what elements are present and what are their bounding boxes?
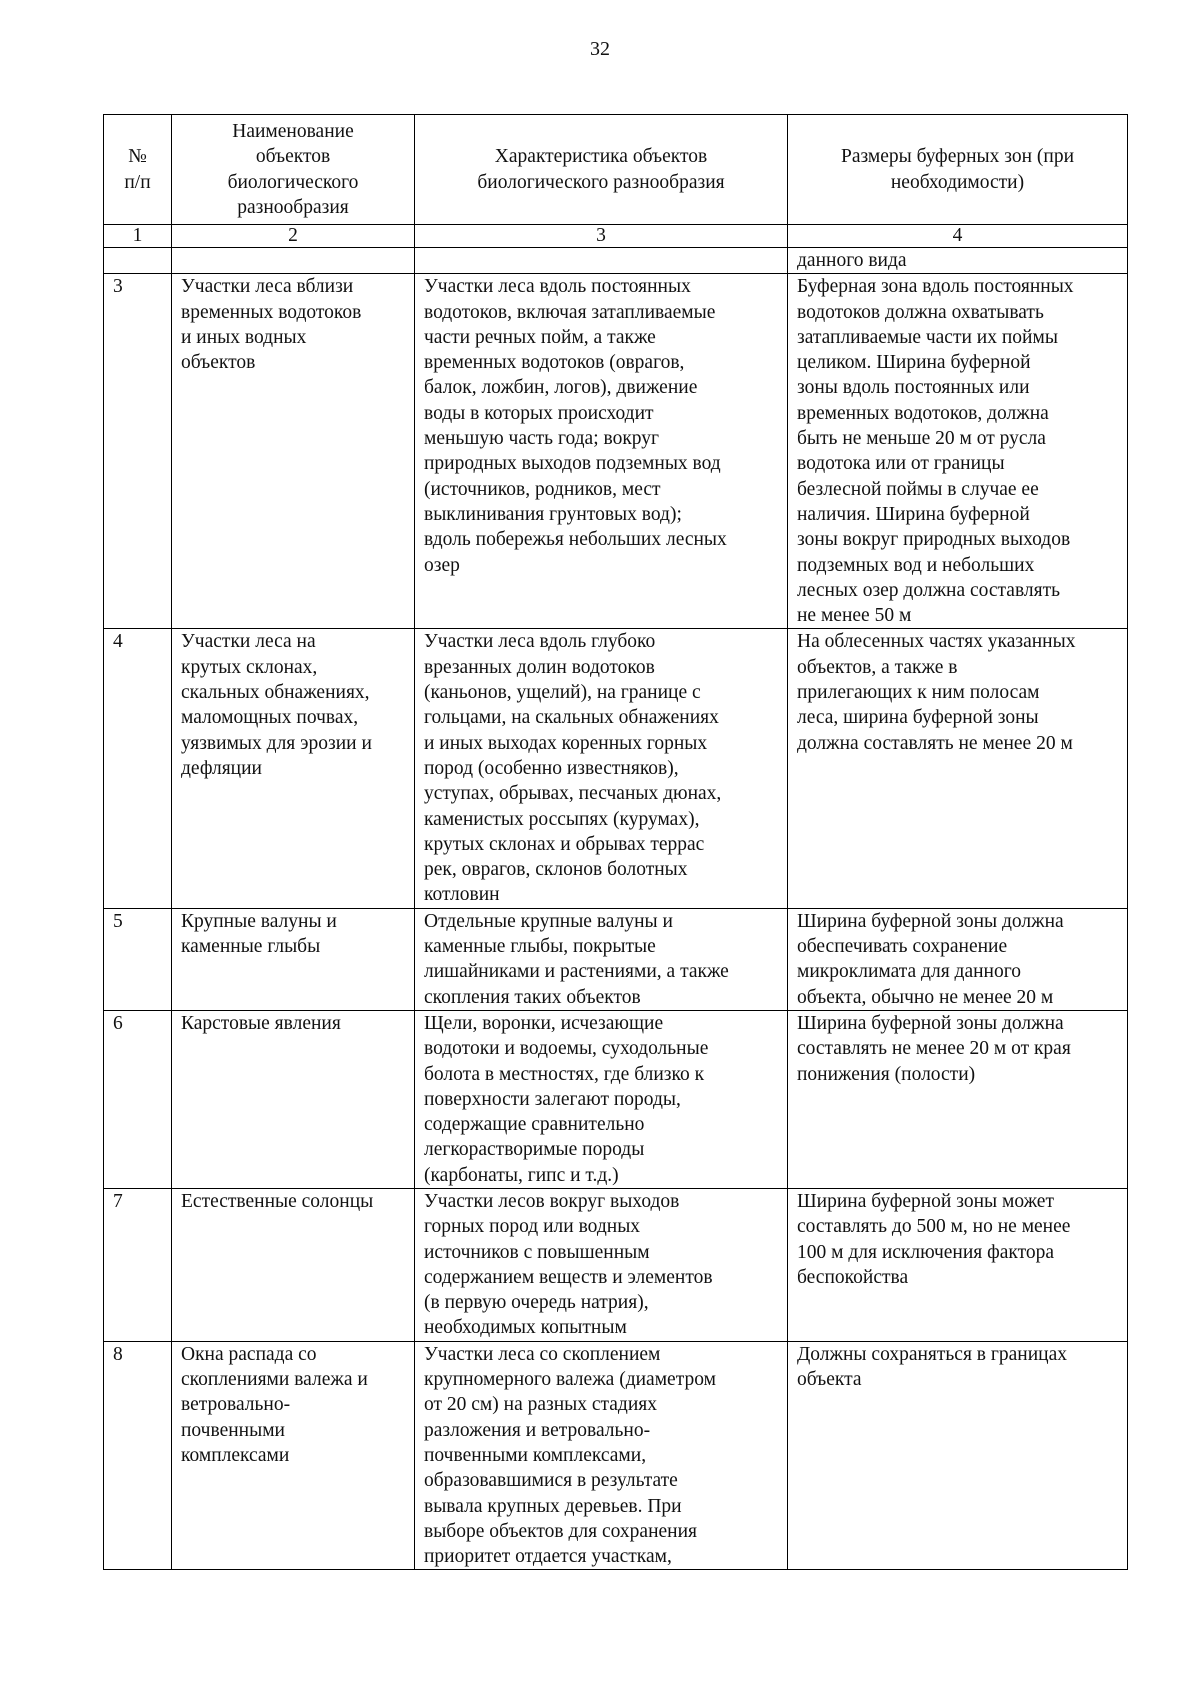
- buffer-size: Ширина буферной зоны должна обеспечивать сохранение микроклимата для данного объекта, обычно не менее 20 м: [788, 908, 1128, 1010]
- buffer-size: На облесенных частях указанных объектов, а также в прилегающих к ним полосам леса, ширина буферной зоны должна составлять не менее 20 м: [788, 629, 1128, 908]
- table-row: [104, 908, 1128, 1010]
- header-object-name: Наименование объектов биологического разнообразия: [172, 115, 415, 225]
- column-number-row: [104, 225, 1128, 248]
- table-row: [104, 629, 1128, 908]
- row-number: 8: [104, 1341, 172, 1570]
- object-characteristic: Щели, воронки, исчезающие водотоки и водоемы, суходольные болота в местностях, где близко к поверхности залегают породы, содержащие сравнительно легкорастворимые породы (карбонаты, гипс и т.д.): [415, 1010, 788, 1188]
- row-number: 3: [104, 274, 172, 629]
- header-number: № п/п: [104, 115, 172, 225]
- object-name: Участки леса на крутых склонах, скальных обнажениях, маломощных почвах, уязвимых для эрозии и дефляции: [172, 629, 415, 908]
- column-number: 3: [415, 225, 788, 248]
- table-row: [104, 1341, 1128, 1570]
- object-name: Карстовые явления: [172, 1010, 415, 1188]
- buffer-size: Ширина буферной зоны может составлять до 500 м, но не менее 100 м для исключения фактора беспокойства: [788, 1188, 1128, 1341]
- object-characteristic: Отдельные крупные валуны и каменные глыбы, покрытые лишайниками и растениями, а также скопления таких объектов: [415, 908, 788, 1010]
- object-name: Участки леса вблизи временных водотоков и иных водных объектов: [172, 274, 415, 629]
- object-name: Окна распада со скоплениями валежа и ветровально- почвенными комплексами: [172, 1341, 415, 1570]
- object-name: [172, 248, 415, 274]
- column-number: 1: [104, 225, 172, 248]
- object-characteristic: Участки леса со скоплением крупномерного валежа (диаметром от 20 см) на разных стадиях разложения и ветровально- почвенными комплексами, образовавшимися в результате вывала крупных деревьев. При выборе объектов для сохранения приоритет отдается участкам,: [415, 1341, 788, 1570]
- object-characteristic: [415, 248, 788, 274]
- row-number: 5: [104, 908, 172, 1010]
- header-buffer-size: Размеры буферных зон (при необходимости): [788, 115, 1128, 225]
- table-row: [104, 1010, 1128, 1188]
- object-characteristic: Участки леса вдоль глубоко врезанных долин водотоков (каньонов, ущелий), на границе с гольцами, на скальных обнажениях и иных выходах коренных горных пород (особенно известняков), уступах, обрывах, песчаных дюнах, каменистых россыпях (курумах), крутых склонах и обрывах террас рек, оврагов, склонов болотных котловин: [415, 629, 788, 908]
- buffer-size: Ширина буферной зоны должна составлять не менее 20 м от края понижения (полости): [788, 1010, 1128, 1188]
- page-number: 32: [590, 38, 610, 60]
- object-characteristic: Участки лесов вокруг выходов горных пород или водных источников с повышенным содержанием веществ и элементов (в первую очередь натрия), необходимых копытным: [415, 1188, 788, 1341]
- row-number: 7: [104, 1188, 172, 1341]
- row-number: 4: [104, 629, 172, 908]
- buffer-size: данного вида: [788, 248, 1128, 274]
- row-number: 6: [104, 1010, 172, 1188]
- object-name: Крупные валуны и каменные глыбы: [172, 908, 415, 1010]
- column-number: 2: [172, 225, 415, 248]
- table-row: [104, 248, 1128, 274]
- object-characteristic: Участки леса вдоль постоянных водотоков, включая затапливаемые части речных пойм, а также временных водотоков (оврагов, балок, ложбин, логов), движение воды в которых происходит меньшую часть года; вокруг природных выходов подземных вод (источников, родников, мест выклинивания грунтовых вод); вдоль побережья небольших лесных озер: [415, 274, 788, 629]
- header-row: [104, 115, 1128, 225]
- row-number: [104, 248, 172, 274]
- buffer-size: Буферная зона вдоль постоянных водотоков должна охватывать затапливаемые части их поймы целиком. Ширина буферной зоны вдоль постоянных или временных водотоков, должна быть не меньше 20 м от русла водотока или от границы безлесной поймы в случае ее наличия. Ширина буферной зоны вокруг природных выходов подземных вод и небольших лесных озер должна составлять не менее 50 м: [788, 274, 1128, 629]
- table-row: [104, 1188, 1128, 1341]
- object-name: Естественные солонцы: [172, 1188, 415, 1341]
- table-row: [104, 274, 1128, 629]
- buffer-size: Должны сохраняться в границах объекта: [788, 1341, 1128, 1570]
- column-number: 4: [788, 225, 1128, 248]
- biodiversity-table: [103, 114, 1128, 1570]
- header-characteristic: Характеристика объектов биологического разнообразия: [415, 115, 788, 225]
